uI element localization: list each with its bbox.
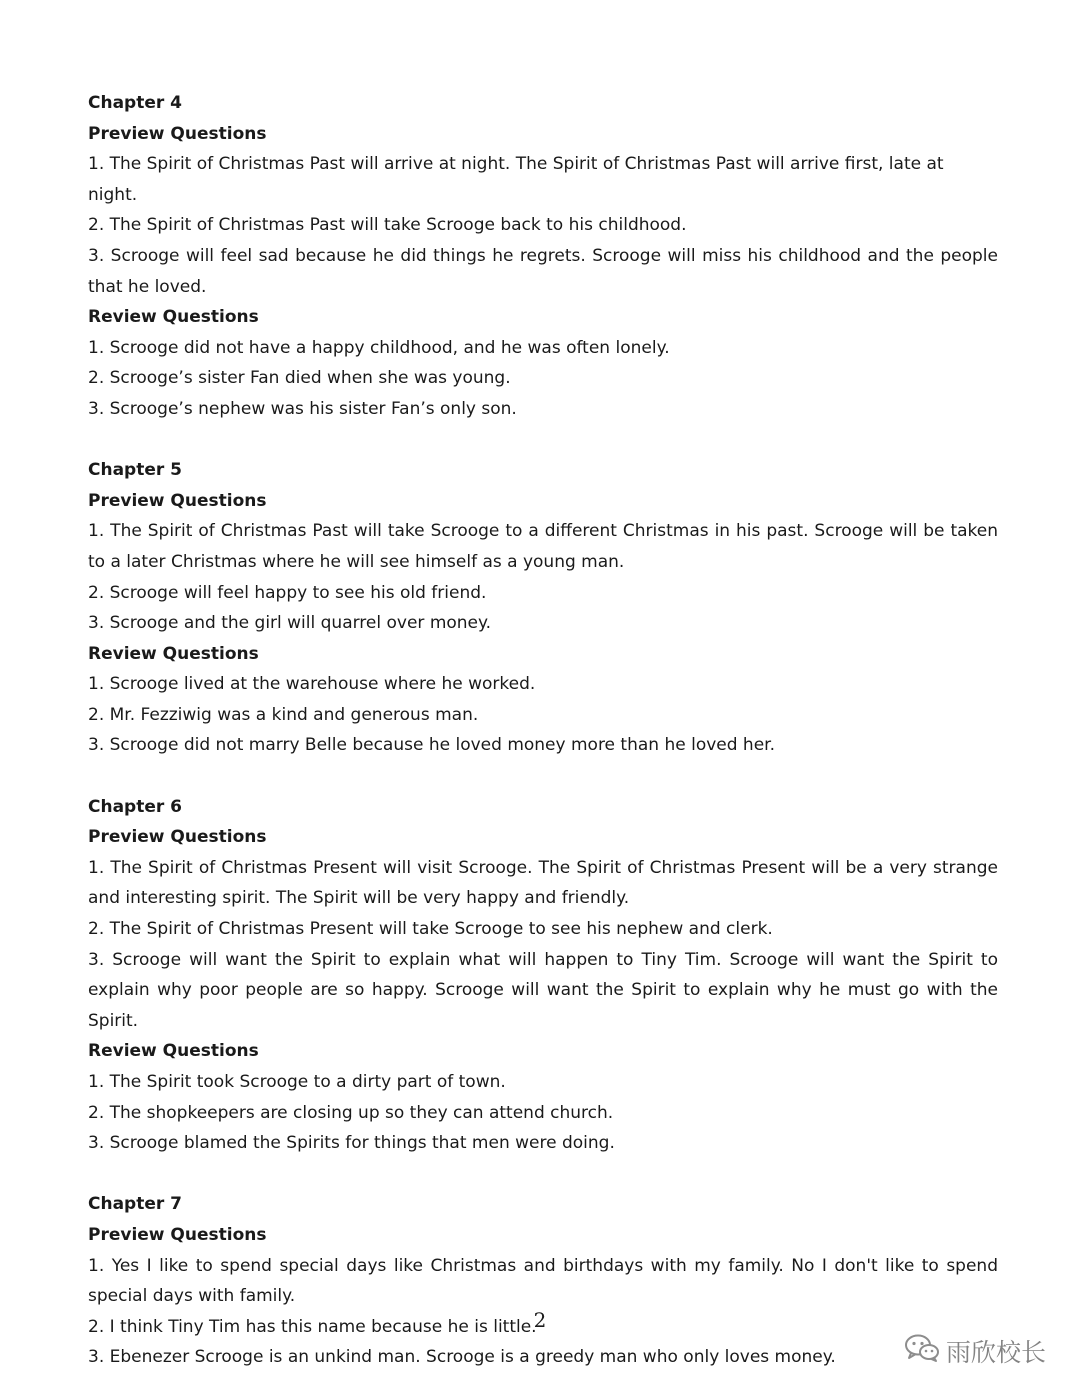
chapter-title: Chapter 7	[88, 1194, 183, 1215]
review-questions-heading: Review Questions	[88, 1041, 259, 1062]
review-questions-heading: Review Questions	[88, 643, 259, 664]
preview-questions-heading: Preview Questions	[88, 1224, 267, 1245]
preview-questions-heading: Preview Questions	[88, 490, 267, 511]
section-spacer	[88, 425, 998, 456]
chapter-5-section	[88, 455, 998, 761]
chapter-title: Chapter 5	[88, 460, 183, 481]
review-answer: 1. The Spirit took Scrooge to a dirty part of town.	[88, 1072, 506, 1092]
chapter-6-section	[88, 792, 998, 1159]
review-answer: 1. Scrooge lived at the warehouse where he worked.	[88, 674, 536, 695]
review-questions-heading: Review Questions	[88, 307, 259, 328]
preview-questions-heading: Preview Questions	[88, 123, 267, 144]
watermark	[904, 1333, 1046, 1369]
section-spacer	[88, 1159, 998, 1190]
preview-answer: 2. The Spirit of Christmas Present will take Scrooge to see his nephew and clerk.	[88, 919, 773, 940]
watermark-text: 雨欣校长	[945, 1338, 1046, 1367]
wechat-icon	[904, 1333, 940, 1369]
review-answer: 2. Mr. Fezziwig was a kind and generous man.	[88, 704, 479, 725]
section-spacer	[88, 761, 998, 792]
review-answer: 3. Scrooge’s nephew was his sister Fan’s only son.	[88, 398, 517, 419]
chapter-4-section	[88, 88, 998, 425]
preview-answer: 3. Ebenezer Scrooge is an unkind man. Scrooge is a greedy man who only loves money.	[88, 1347, 836, 1368]
preview-answer: 2. The Spirit of Christmas Past will take Scrooge back to his childhood.	[88, 215, 687, 236]
review-answer: 2. The shopkeepers are closing up so they can attend church.	[88, 1102, 614, 1123]
page-number: 2	[533, 1308, 547, 1332]
preview-answer: 1. The Spirit of Christmas Past will take Scrooge to a different Christmas in his past. Scrooge will be taken to a later Christmas where he will see himself as a young man.	[88, 521, 998, 572]
chapter-title: Chapter 6	[88, 796, 183, 817]
preview-answer: 1. The Spirit of Christmas Past will arrive at night. The Spirit of Christmas Past will arrive first, late at night.	[88, 154, 944, 205]
preview-answer: 1. Yes I like to spend special days like Christmas and birthdays with my family. No I don't like to spend special days with family.	[88, 1255, 998, 1307]
preview-answer: 1. The Spirit of Christmas Present will visit Scrooge. The Spirit of Christmas Present will be a very strange and interesting spirit. The Spirit will be very happy and friendly.	[88, 857, 998, 909]
preview-answer: 2. I think Tiny Tim has this name because he is little.	[88, 1316, 537, 1337]
preview-answer: 3. Scrooge will feel sad because he did things he regrets. Scrooge will miss his childhood and the people that he loved.	[88, 245, 998, 297]
preview-answer: 2. Scrooge will feel happy to see his old friend.	[88, 582, 487, 603]
review-answer: 3. Scrooge blamed the Spirits for things that men were doing.	[88, 1133, 615, 1154]
review-answer: 1. Scrooge did not have a happy childhood, and he was often lonely.	[88, 337, 670, 358]
preview-answer: 3. Scrooge and the girl will quarrel over money.	[88, 613, 492, 634]
preview-answer: 3. Scrooge will want the Spirit to explain what will happen to Tiny Tim. Scrooge will want the Spirit to explain why poor people are so happy. Scrooge will want the Spirit to explain why he must go with the Spirit.	[88, 949, 998, 1031]
document-page	[88, 88, 998, 1373]
review-answer: 2. Scrooge’s sister Fan died when she was young.	[88, 368, 511, 389]
preview-questions-heading: Preview Questions	[88, 827, 267, 848]
review-answer: 3. Scrooge did not marry Belle because he loved money more than he loved her.	[88, 735, 775, 756]
chapter-7-section	[88, 1189, 998, 1373]
chapter-title: Chapter 4	[88, 93, 183, 113]
